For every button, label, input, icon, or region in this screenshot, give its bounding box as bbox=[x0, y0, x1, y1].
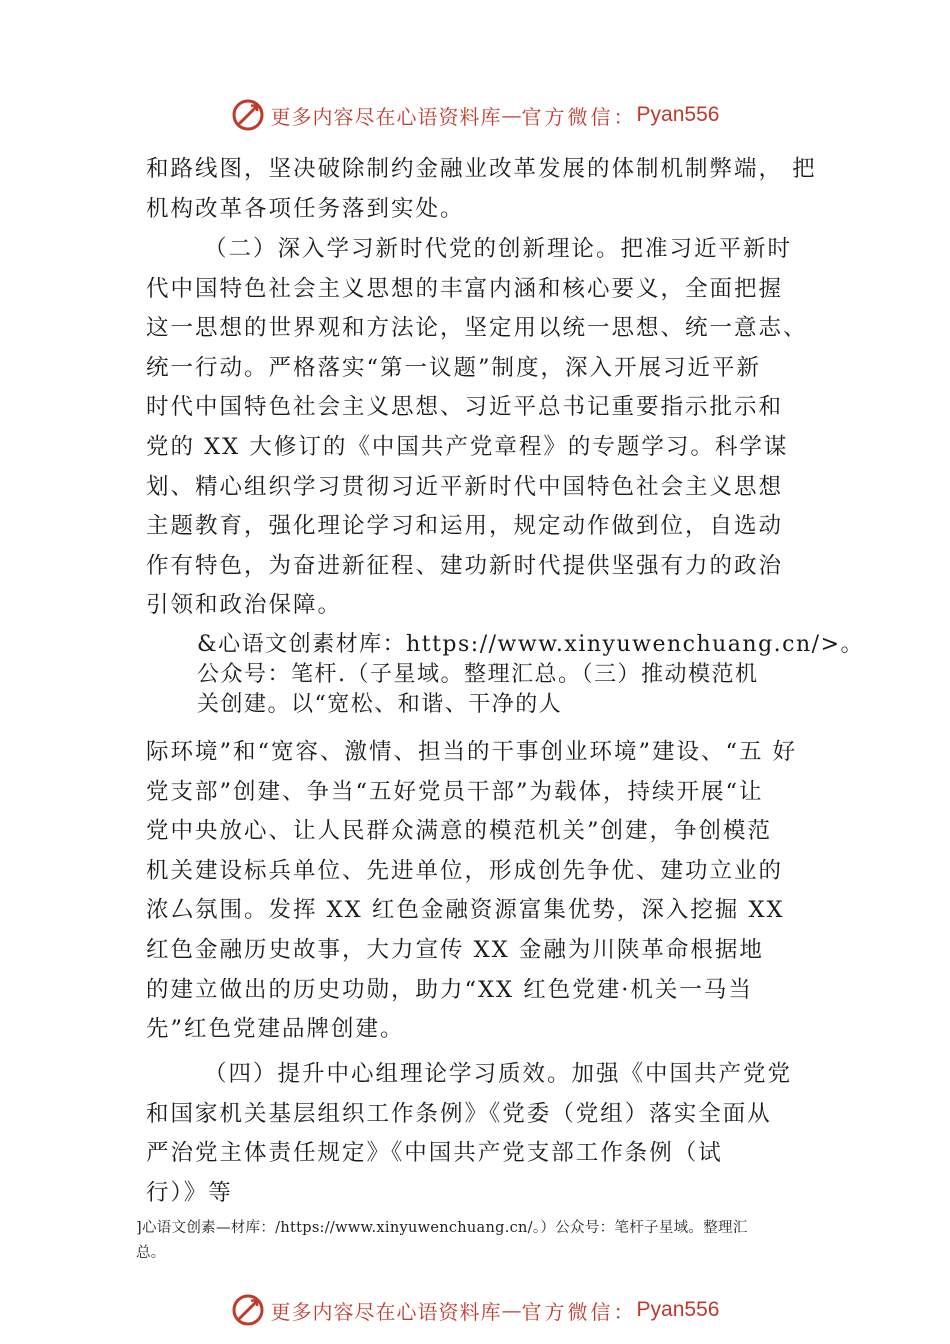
text-line: 行）》等 bbox=[146, 1179, 233, 1206]
text-line: 和国家机关基层组织工作条例》《党委（党组）落实全面从 bbox=[146, 1100, 772, 1127]
paragraph-4 bbox=[146, 1055, 811, 1213]
text-line: 时代中国特色社会主义思想、习近平总书记重要指示批示和 bbox=[146, 394, 784, 421]
paragraph-2 bbox=[146, 230, 811, 626]
banner-text: 更多内容尽在心语资料库 bbox=[270, 104, 502, 129]
footnote-line: ]心语文创素—材库：/https://www.xinyuwenchuang.cn/。）公众号：笔杆子星域。整理汇 bbox=[136, 1220, 748, 1236]
banner-wechat-id: Pyan556 bbox=[636, 103, 720, 126]
header-banner bbox=[0, 95, 950, 135]
text-line: 党的 XX 大修订的《中国共产党章程》的专题学习。科学谋 bbox=[146, 433, 789, 460]
text-line: 和路线图，坚决破除制约金融业改革发展的体制机制弊端， 把 bbox=[146, 156, 817, 182]
text-line: （二）深入学习新时代党的创新理论。把准习近平新时 bbox=[204, 236, 793, 262]
text-line: 先”红色党建品牌创建。 bbox=[146, 1016, 405, 1043]
text-line: 浓厶氛围。发挥 XX 红色金融资源富集优势，深入挖掘 XX bbox=[146, 897, 785, 924]
text-line: 党支部”创建、争当“五好党员干部”为载体，持续开展“让 bbox=[146, 778, 764, 805]
footnote bbox=[136, 1216, 846, 1266]
text-line: 代中国特色社会主义思想的丰富内涵和核心要义，全面把握 bbox=[146, 275, 784, 302]
paragraph-1 bbox=[146, 150, 817, 229]
banner-dash: — bbox=[501, 103, 522, 127]
text-line: 这一思想的世界观和方法论，坚定用以统一思想、统一意志、 bbox=[146, 315, 808, 342]
text-line: （四）提升中心组理论学习质效。加强《中国共产党党 bbox=[204, 1061, 793, 1087]
text-line: 主题教育，强化理论学习和运用，规定动作做到位，自选动 bbox=[146, 513, 784, 540]
banner-label: 官方微信： bbox=[521, 1299, 637, 1324]
text-line: 际环境”和“宽容、激情、担当的干事创业环境”建设、“五 好 bbox=[146, 739, 798, 765]
text-line: 作有特色，为奋进新征程、建功新时代提供坚强有力的政治 bbox=[146, 552, 784, 579]
text-line: 统一行动。严格落实“第一议题”制度，深入开展习近平新 bbox=[146, 354, 762, 381]
text-line: 的建立做出的历史功勋，助力“XX 红色党建·机关一马当 bbox=[146, 976, 753, 1003]
text-line: 机关建设标兵单位、先进单位，形成创先争优、建功立业的 bbox=[146, 857, 784, 884]
text-line: 机构改革各项任务落到实处。 bbox=[146, 195, 465, 222]
text-line: 引领和政治保障。 bbox=[146, 592, 343, 619]
footnote-line: 总。 bbox=[136, 1245, 166, 1261]
banner-label: 官方微信： bbox=[521, 104, 637, 129]
paragraph-3 bbox=[146, 733, 811, 1050]
banner-wechat-id: Pyan556 bbox=[636, 1298, 720, 1321]
inset-watermark-text bbox=[197, 630, 865, 720]
text-line: 严治党主体责任规定》《中国共产党支部工作条例（试 bbox=[146, 1140, 723, 1167]
quill-logo-icon bbox=[231, 1293, 265, 1327]
footer-banner bbox=[0, 1290, 950, 1330]
text-line: 关创建。以“宽松、和谐、干净的人 bbox=[197, 692, 563, 717]
text-line: 红色金融历史故事，大力宣传 XX 金融为川陕革命根据地 bbox=[146, 936, 764, 963]
text-line: &心语文创素材库：https://www.xinyuwenchuang.cn/>。 bbox=[197, 632, 865, 657]
quill-logo-icon bbox=[231, 98, 265, 132]
text-line: 党中央放心、让人民群众满意的模范机关”创建，争创模范 bbox=[146, 818, 773, 845]
text-line: 公众号：笔杆.（子星域。整理汇总。（三）推动模范机 bbox=[197, 662, 759, 687]
banner-text: 更多内容尽在心语资料库 bbox=[270, 1299, 502, 1324]
banner-dash: — bbox=[501, 1298, 522, 1322]
text-line: 划、精心组织学习贯彻习近平新时代中国特色社会主义思想 bbox=[146, 473, 784, 500]
